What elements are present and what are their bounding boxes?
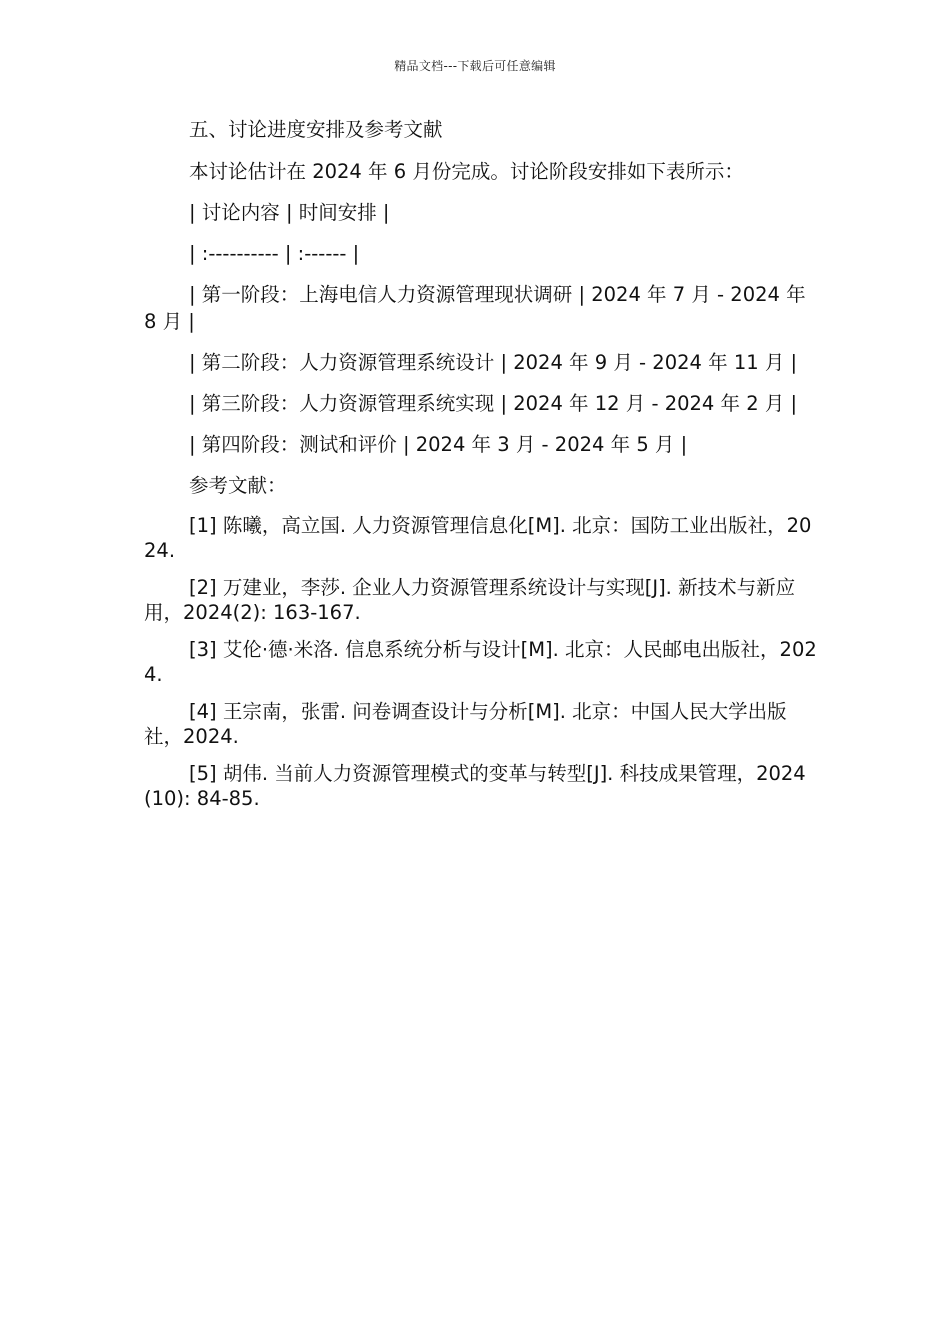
table-row-phase-3: | 第三阶段：人力资源管理系统实现 | 2024 年 12 月 - 2024 年 2 月 | — [189, 392, 798, 415]
reference-item-2: [2] 万建业，李莎. 企业人力资源管理系统设计与实现[J]. 新技术与新应用，2024(2): 163-167. — [144, 576, 796, 624]
document-body — [144, 116, 820, 823]
intro-paragraph: 本讨论估计在 2024 年 6 月份完成。讨论阶段安排如下表所示： — [189, 160, 744, 183]
table-header-line: | 讨论内容 | 时间安排 | — [189, 201, 390, 224]
table-row-phase-1: | 第一阶段：上海电信人力资源管理现状调研 | 2024 年 7 月 - 2024 年 8 月 | — [144, 283, 806, 333]
reference-item-3: [3] 艾伦·德·米洛. 信息系统分析与设计[M]. 北京：人民邮电出版社，2024. — [144, 638, 817, 686]
references-label: 参考文献： — [189, 474, 287, 497]
reference-item-5: [5] 胡伟. 当前人力资源管理模式的变革与转型[J]. 科技成果管理，2024(10): 84-85. — [144, 762, 806, 810]
section-heading: 五、讨论进度安排及参考文献 — [189, 118, 443, 141]
reference-item-1: [1] 陈曦，高立国. 人力资源管理信息化[M]. 北京：国防工业出版社，2024. — [144, 514, 812, 562]
table-row-phase-2: | 第二阶段：人力资源管理系统设计 | 2024 年 9 月 - 2024 年 11 月 | — [189, 351, 798, 374]
table-separator-line: | :---------- | :------ | — [189, 242, 360, 265]
reference-item-4: [4] 王宗南，张雷. 问卷调查设计与分析[M]. 北京：中国人民大学出版社，2024. — [144, 700, 787, 748]
table-row-phase-4: | 第四阶段：测试和评价 | 2024 年 3 月 - 2024 年 5 月 | — [189, 433, 688, 456]
page-header: 精品文档---下载后可任意编辑 — [394, 59, 556, 73]
